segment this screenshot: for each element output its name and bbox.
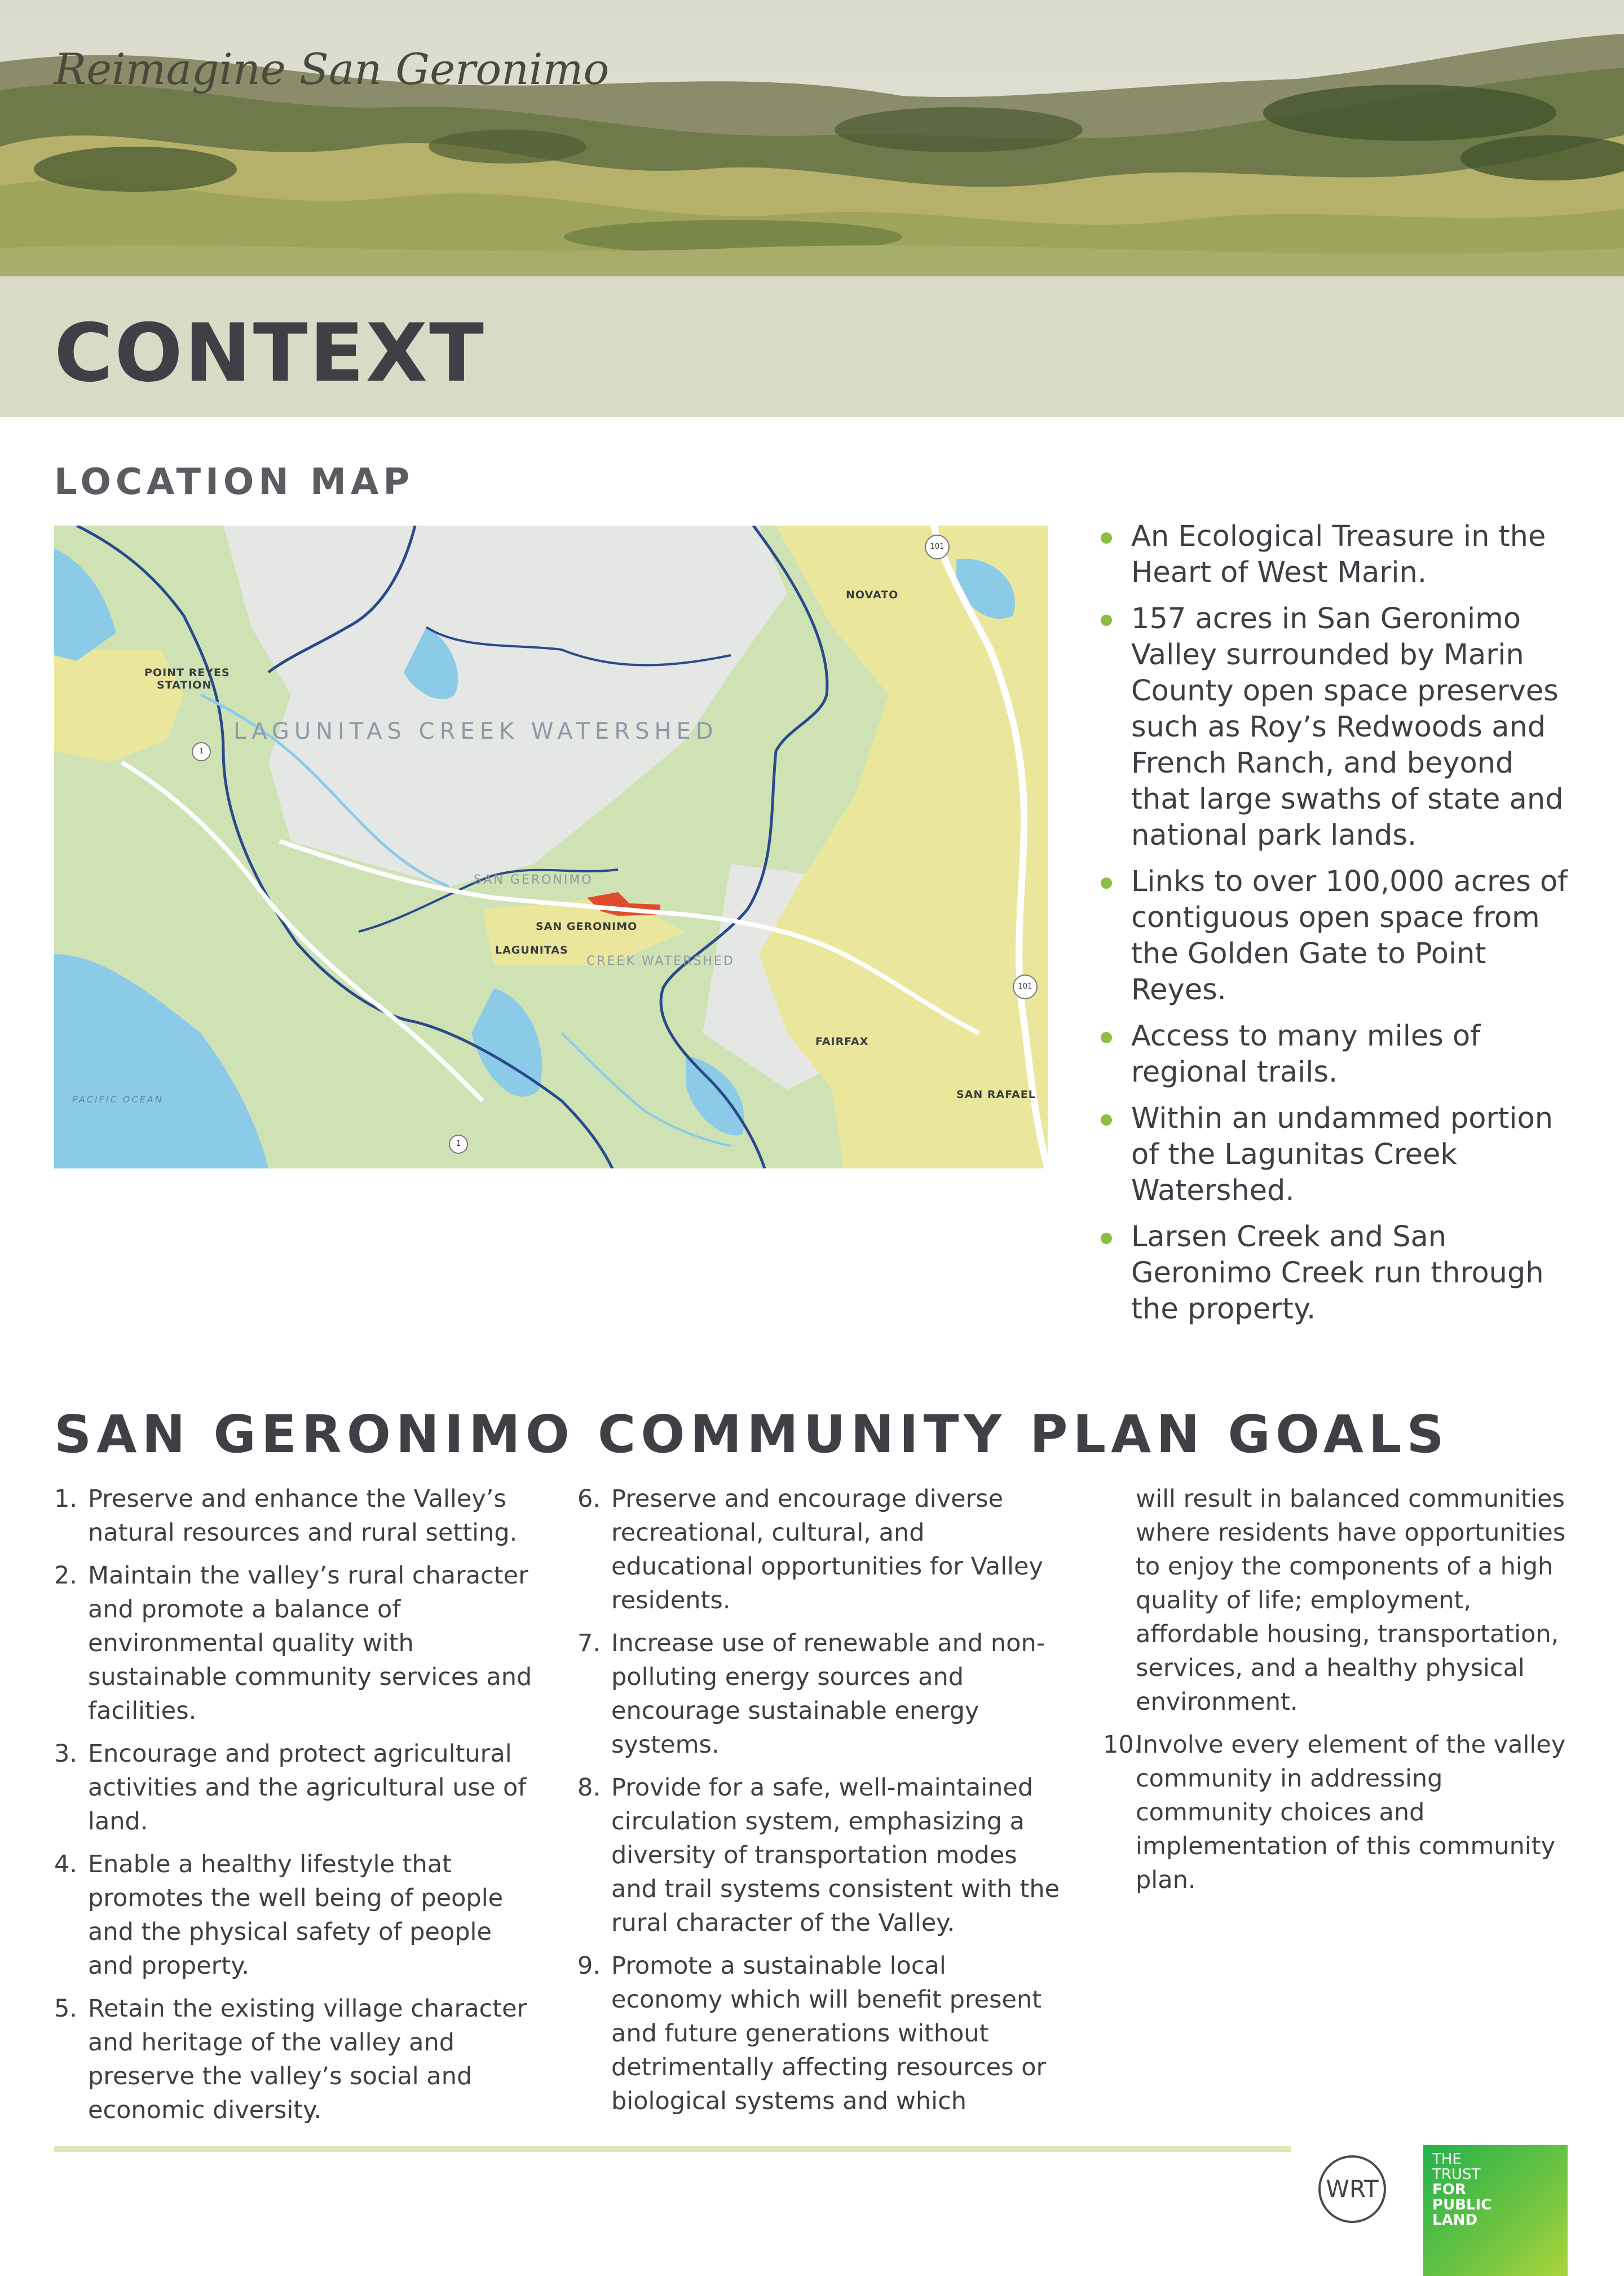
highlight-item: 157 acres in San Geronimo Valley surrounded by Marin County open space preserves such as Roy’s Redwoods and French Ranch, and beyond that large swaths of state and national park lands. bbox=[1096, 601, 1576, 854]
bullet-dot-icon bbox=[1101, 532, 1112, 544]
map-label-san-geronimo: SAN GERONIMO bbox=[536, 920, 638, 933]
map-label-point-reyes: POINT REYES bbox=[144, 667, 230, 679]
map-label-pacific-ocean: PACIFIC OCEAN bbox=[72, 1094, 164, 1105]
map-graphic bbox=[54, 526, 1048, 1168]
highlight-item: Larsen Creek and San Geronimo Creek run through the property. bbox=[1096, 1219, 1576, 1327]
page-title: CONTEXT bbox=[54, 307, 486, 400]
bullet-dot-icon bbox=[1101, 615, 1112, 626]
highlights-list bbox=[1096, 519, 1576, 1338]
highlight-item: Access to many miles of regional trails. bbox=[1096, 1018, 1576, 1091]
goal-item: 5. Retain the existing village character and heritage of the valley and preserve the valley’s social and economic diversity. bbox=[54, 1995, 527, 2124]
wrt-logo: WRT bbox=[1318, 2155, 1386, 2223]
map-label-sg-watershed-bottom: CREEK WATERSHED bbox=[586, 954, 735, 968]
tpl-logo-line: FOR bbox=[1432, 2181, 1466, 2198]
trust-for-public-land-logo bbox=[1423, 2145, 1568, 2276]
highway-1-north-shield: 1 bbox=[192, 742, 211, 761]
goal-item: 9. Promote a sustainable local economy which will benefit present and future generations without detrimentally affecting resources or biological systems and which bbox=[577, 1952, 1047, 2115]
goal-item: 8. Provide for a safe, well-maintained circulation system, emphasizing a diversity of transportation modes and trail systems consistent with the rural character of the Valley. bbox=[577, 1774, 1060, 1937]
bullet-dot-icon bbox=[1101, 877, 1112, 889]
goal-item: 3. Encourage and protect agricultural activities and the agricultural use of land. bbox=[54, 1740, 527, 1836]
map-label-lagunitas-watershed: LAGUNITAS CREEK WATERSHED bbox=[233, 718, 718, 744]
map-label-lagunitas: LAGUNITAS bbox=[495, 944, 568, 956]
goals-column-3 bbox=[1103, 1482, 1571, 1906]
location-map-heading: LOCATION MAP bbox=[54, 461, 414, 503]
tpl-logo-line: TRUST bbox=[1432, 2166, 1481, 2183]
goal-item: 1. Preserve and enhance the Valley’s natural resources and rural setting. bbox=[54, 1485, 518, 1547]
goal-item: 6. Preserve and encourage diverse recreational, cultural, and educational opportunities for Valley residents. bbox=[577, 1485, 1043, 1615]
highway-101-south-shield: 101 bbox=[1013, 974, 1038, 999]
goal-item: 2. Maintain the valley’s rural character and promote a balance of environmental quality with sustainable community services and facilities. bbox=[54, 1562, 532, 1725]
tpl-logo-line: PUBLIC bbox=[1432, 2196, 1492, 2213]
tpl-logo-line: LAND bbox=[1432, 2212, 1478, 2229]
highway-101-north-shield: 101 bbox=[925, 535, 950, 559]
goal-item: 4. Enable a healthy lifestyle that promotes the well being of people and the physical safety of people and property. bbox=[54, 1850, 504, 1980]
goal-item: 7. Increase use of renewable and non-polluting energy sources and encourage sustainable energy systems. bbox=[577, 1629, 1045, 1759]
goals-heading: SAN GERONIMO COMMUNITY PLAN GOALS bbox=[54, 1404, 1449, 1465]
map-label-novato: NOVATO bbox=[846, 589, 899, 601]
goals-column-2 bbox=[577, 1482, 1062, 2127]
map-label-sg-watershed-top: SAN GERONIMO bbox=[474, 873, 593, 887]
highlight-item: Within an undammed portion of the Lagunitas Creek Watershed. bbox=[1096, 1101, 1576, 1209]
highlight-item: An Ecological Treasure in the Heart of West Marin. bbox=[1096, 519, 1576, 591]
bullet-dot-icon bbox=[1101, 1032, 1112, 1043]
goals-column-1 bbox=[54, 1482, 539, 2136]
map-label-station: STATION bbox=[157, 679, 212, 691]
highway-1-south-shield: 1 bbox=[449, 1135, 468, 1154]
location-map bbox=[54, 526, 1048, 1168]
highlight-item: Links to over 100,000 acres of contiguous open space from the Golden Gate to Point Reyes. bbox=[1096, 864, 1576, 1008]
bullet-dot-icon bbox=[1101, 1233, 1112, 1244]
bullet-dot-icon bbox=[1101, 1114, 1112, 1126]
tpl-logo-line: THE bbox=[1432, 2151, 1462, 2168]
brand-title: Reimagine San Geronimo bbox=[54, 44, 610, 94]
map-label-fairfax: FAIRFAX bbox=[815, 1035, 869, 1048]
map-label-san-rafael: SAN RAFAEL bbox=[956, 1088, 1036, 1101]
goal-item: 10. Involve every element of the valley community in addressing community choices and implementation of this community plan. bbox=[1103, 1731, 1566, 1894]
footer-divider bbox=[54, 2146, 1291, 2152]
goal-item-continuation: will result in balanced communities where residents have opportunities to enjoy the components of a high quality of life; employment, affordable housing, transportation, services, and a healthy physical environment. bbox=[1136, 1485, 1566, 1716]
